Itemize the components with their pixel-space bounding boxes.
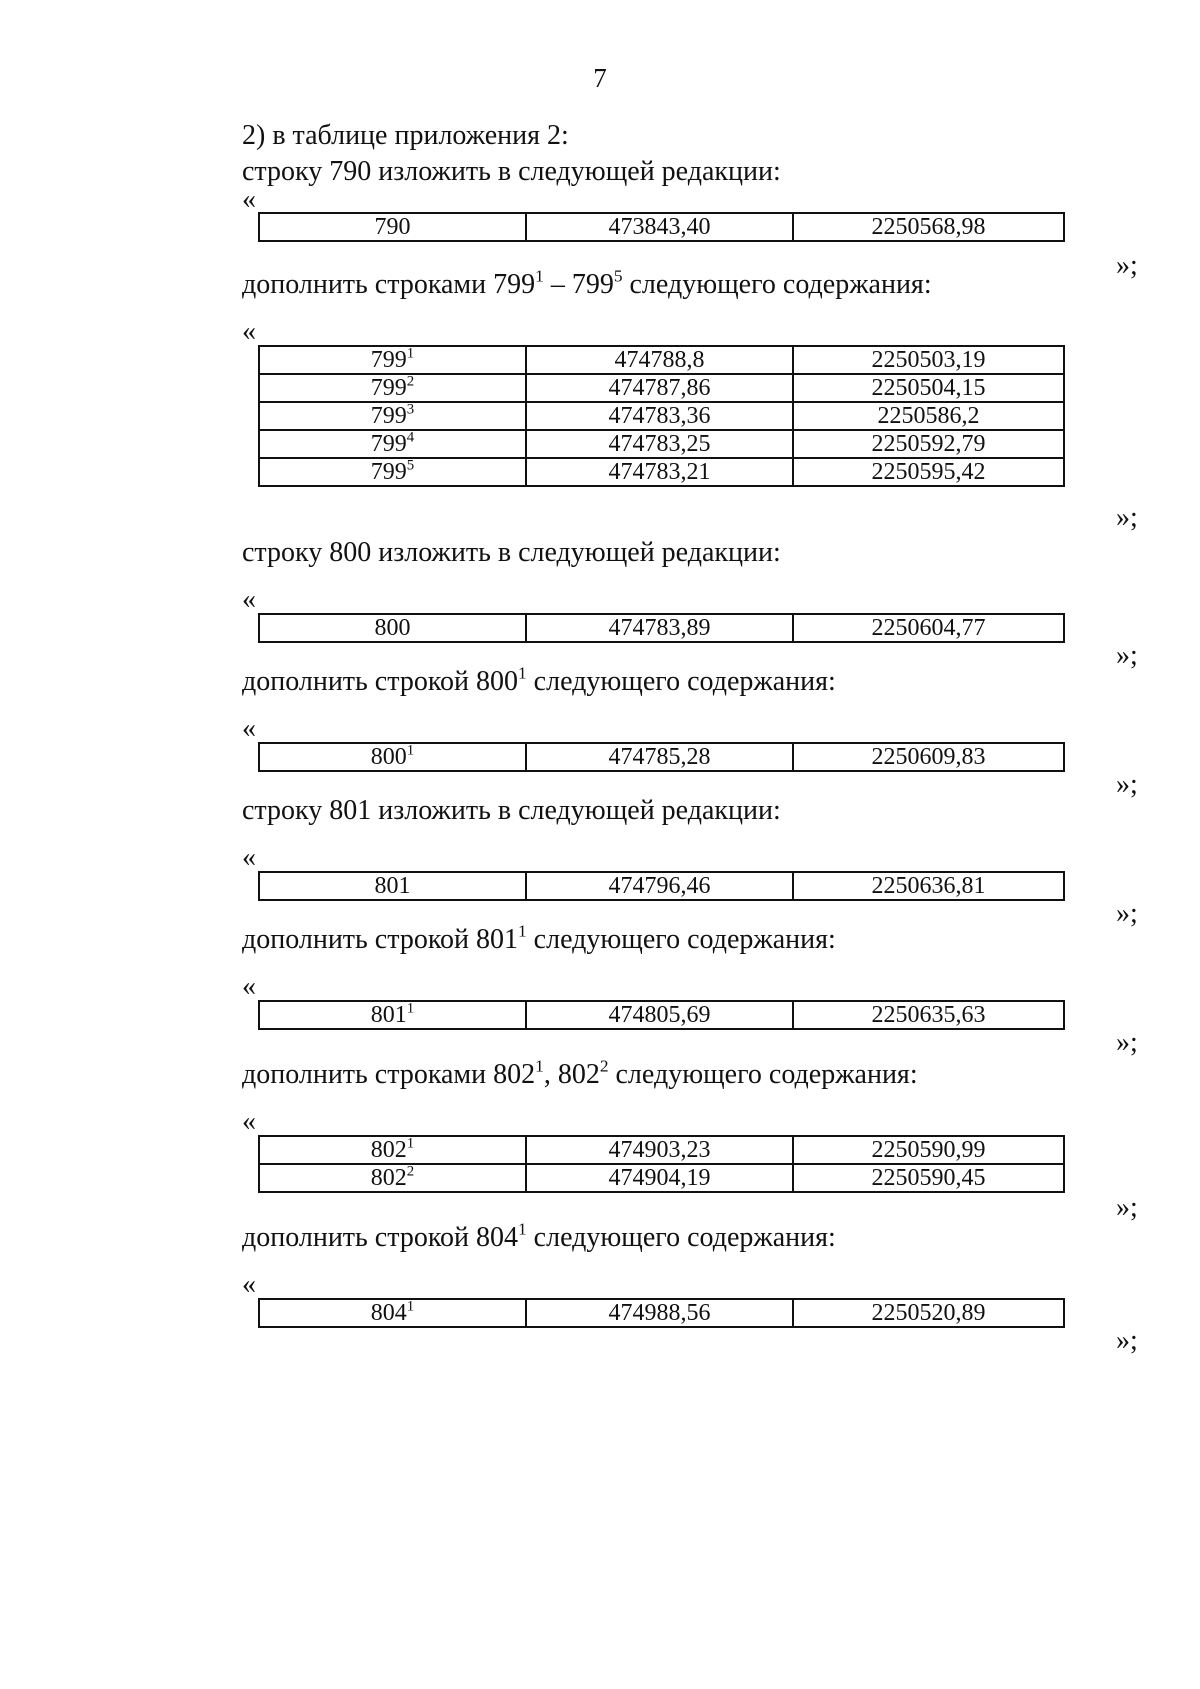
coordinates-table xyxy=(258,613,1065,643)
point-number-cell xyxy=(259,1164,526,1192)
table-row xyxy=(259,346,1064,374)
y-coordinate-cell: 2250635,63 xyxy=(793,1001,1064,1029)
coordinates-table xyxy=(258,345,1065,487)
coordinates-table xyxy=(258,1298,1065,1328)
closing-quote: »; xyxy=(1116,502,1138,533)
coordinates-table xyxy=(258,1135,1065,1193)
heading-text: следующего содержания: xyxy=(526,666,836,697)
point-number-cell xyxy=(259,213,526,241)
section-5 xyxy=(0,794,1200,929)
coordinates-table xyxy=(258,871,1065,901)
point-number-cell xyxy=(259,614,526,642)
closing-quote: »; xyxy=(1116,250,1138,281)
y-coordinate-cell: 2250504,15 xyxy=(793,374,1064,402)
point-number-cell xyxy=(259,346,526,374)
x-coordinate-cell: 474783,21 xyxy=(526,458,793,486)
table-row xyxy=(259,1299,1064,1327)
point-number-cell xyxy=(259,374,526,402)
heading-text: следующего содержания: xyxy=(526,1222,836,1253)
x-coordinate-cell: 474788,8 xyxy=(526,346,793,374)
heading-text: следующего содержания: xyxy=(622,269,932,300)
heading-text: , 802 xyxy=(543,1059,600,1090)
heading-superscript: 2 xyxy=(599,1056,609,1076)
point-number: 800 xyxy=(374,615,411,641)
intro-line-2: строку 790 изложить в следующей редакции: xyxy=(242,156,781,187)
table-row xyxy=(259,458,1064,486)
closing-quote: »; xyxy=(1116,898,1138,929)
point-number-cell xyxy=(259,458,526,486)
point-number: 802 xyxy=(370,1165,407,1191)
point-superscript: 1 xyxy=(406,345,415,362)
point-superscript: 4 xyxy=(406,429,415,446)
section-1 xyxy=(0,184,1200,281)
closing-quote: »; xyxy=(1116,1192,1138,1223)
x-coordinate-cell: 474903,23 xyxy=(526,1136,793,1164)
point-number-cell xyxy=(259,1299,526,1327)
point-number: 799 xyxy=(370,375,407,401)
page-number: 7 xyxy=(593,63,607,93)
x-coordinate-cell: 474988,56 xyxy=(526,1299,793,1327)
section-heading xyxy=(242,923,836,957)
table-row xyxy=(259,430,1064,458)
heading-superscript: 1 xyxy=(517,663,527,683)
y-coordinate-cell: 2250586,2 xyxy=(793,402,1064,430)
table-row xyxy=(259,1001,1064,1029)
point-superscript: 1 xyxy=(406,742,415,759)
point-number: 801 xyxy=(374,873,411,899)
x-coordinate-cell: 474783,36 xyxy=(526,402,793,430)
section-2 xyxy=(0,266,1200,533)
point-number: 799 xyxy=(370,431,407,457)
point-number: 799 xyxy=(370,347,407,373)
table-row xyxy=(259,213,1064,241)
heading-text: – 799 xyxy=(543,269,614,300)
y-coordinate-cell: 2250590,99 xyxy=(793,1136,1064,1164)
x-coordinate-cell: 473843,40 xyxy=(526,213,793,241)
section-7 xyxy=(0,1056,1200,1223)
section-8 xyxy=(0,1219,1200,1356)
x-coordinate-cell: 474783,89 xyxy=(526,614,793,642)
heading-text: дополнить строками 802 xyxy=(242,1059,536,1090)
section-3 xyxy=(0,536,1200,671)
opening-quote: « xyxy=(242,316,256,347)
point-number-cell xyxy=(259,743,526,771)
opening-quote: « xyxy=(242,584,256,615)
y-coordinate-cell: 2250604,77 xyxy=(793,614,1064,642)
heading-superscript: 1 xyxy=(535,266,544,286)
y-coordinate-cell: 2250595,42 xyxy=(793,458,1064,486)
point-superscript: 2 xyxy=(406,373,415,390)
y-coordinate-cell: 2250636,81 xyxy=(793,872,1064,900)
opening-quote: « xyxy=(242,1106,256,1137)
coordinates-table xyxy=(258,212,1065,242)
point-number: 801 xyxy=(370,1002,407,1028)
heading-text: дополнить строкой 804 xyxy=(242,1222,518,1253)
coordinates-table xyxy=(258,742,1065,772)
section-6 xyxy=(0,921,1200,1058)
point-superscript: 5 xyxy=(406,457,415,474)
x-coordinate-cell: 474805,69 xyxy=(526,1001,793,1029)
table-row xyxy=(259,614,1064,642)
y-coordinate-cell: 2250503,19 xyxy=(793,346,1064,374)
table-row xyxy=(259,402,1064,430)
coordinates-table xyxy=(258,1000,1065,1030)
heading-text: дополнить строкой 801 xyxy=(242,924,518,955)
y-coordinate-cell: 2250520,89 xyxy=(793,1299,1064,1327)
heading-text: следующего содержания: xyxy=(608,1059,918,1090)
closing-quote: »; xyxy=(1116,1027,1138,1058)
heading-text: дополнить строкой 800 xyxy=(242,666,518,697)
table-row xyxy=(259,743,1064,771)
point-number-cell xyxy=(259,430,526,458)
y-coordinate-cell: 2250568,98 xyxy=(793,213,1064,241)
point-number-cell xyxy=(259,1136,526,1164)
intro-line-1: 2) в таблице приложения 2: xyxy=(242,120,569,151)
point-superscript: 1 xyxy=(406,1298,415,1315)
point-number: 790 xyxy=(374,214,411,240)
y-coordinate-cell: 2250590,45 xyxy=(793,1164,1064,1192)
point-number: 799 xyxy=(370,459,407,485)
opening-quote: « xyxy=(242,184,256,215)
closing-quote: »; xyxy=(1116,640,1138,671)
point-number-cell xyxy=(259,402,526,430)
heading-superscript: 1 xyxy=(517,1219,527,1239)
opening-quote: « xyxy=(242,1269,256,1300)
heading-text: следующего содержания: xyxy=(526,924,836,955)
heading-text: строку 800 изложить в следующей редакции: xyxy=(242,537,781,568)
point-superscript: 1 xyxy=(406,1000,415,1017)
section-heading xyxy=(242,794,781,828)
heading-superscript: 1 xyxy=(517,921,527,941)
x-coordinate-cell: 474787,86 xyxy=(526,374,793,402)
opening-quote: « xyxy=(242,713,256,744)
x-coordinate-cell: 474904,19 xyxy=(526,1164,793,1192)
section-heading xyxy=(242,1221,836,1255)
opening-quote: « xyxy=(242,842,256,873)
point-number: 799 xyxy=(370,403,407,429)
x-coordinate-cell: 474796,46 xyxy=(526,872,793,900)
table-row xyxy=(259,1164,1064,1192)
point-number-cell xyxy=(259,872,526,900)
point-number: 800 xyxy=(370,744,407,770)
heading-superscript: 5 xyxy=(613,266,623,286)
point-number-cell xyxy=(259,1001,526,1029)
point-superscript: 3 xyxy=(406,401,415,418)
opening-quote: « xyxy=(242,971,256,1002)
section-heading xyxy=(242,268,932,302)
y-coordinate-cell: 2250592,79 xyxy=(793,430,1064,458)
section-heading xyxy=(242,1058,918,1092)
closing-quote: »; xyxy=(1116,1325,1138,1356)
table-row xyxy=(259,872,1064,900)
point-superscript: 1 xyxy=(406,1135,415,1152)
y-coordinate-cell: 2250609,83 xyxy=(793,743,1064,771)
closing-quote: »; xyxy=(1116,769,1138,800)
section-4 xyxy=(0,663,1200,800)
point-number: 802 xyxy=(370,1137,407,1163)
point-superscript: 2 xyxy=(406,1163,415,1180)
heading-text: дополнить строками 799 xyxy=(242,269,536,300)
table-row xyxy=(259,374,1064,402)
intro xyxy=(242,118,781,190)
point-number: 804 xyxy=(370,1300,407,1326)
section-heading xyxy=(242,536,781,570)
section-heading xyxy=(242,665,836,699)
x-coordinate-cell: 474783,25 xyxy=(526,430,793,458)
table-row xyxy=(259,1136,1064,1164)
heading-text: строку 801 изложить в следующей редакции: xyxy=(242,795,781,826)
heading-superscript: 1 xyxy=(535,1056,544,1076)
x-coordinate-cell: 474785,28 xyxy=(526,743,793,771)
